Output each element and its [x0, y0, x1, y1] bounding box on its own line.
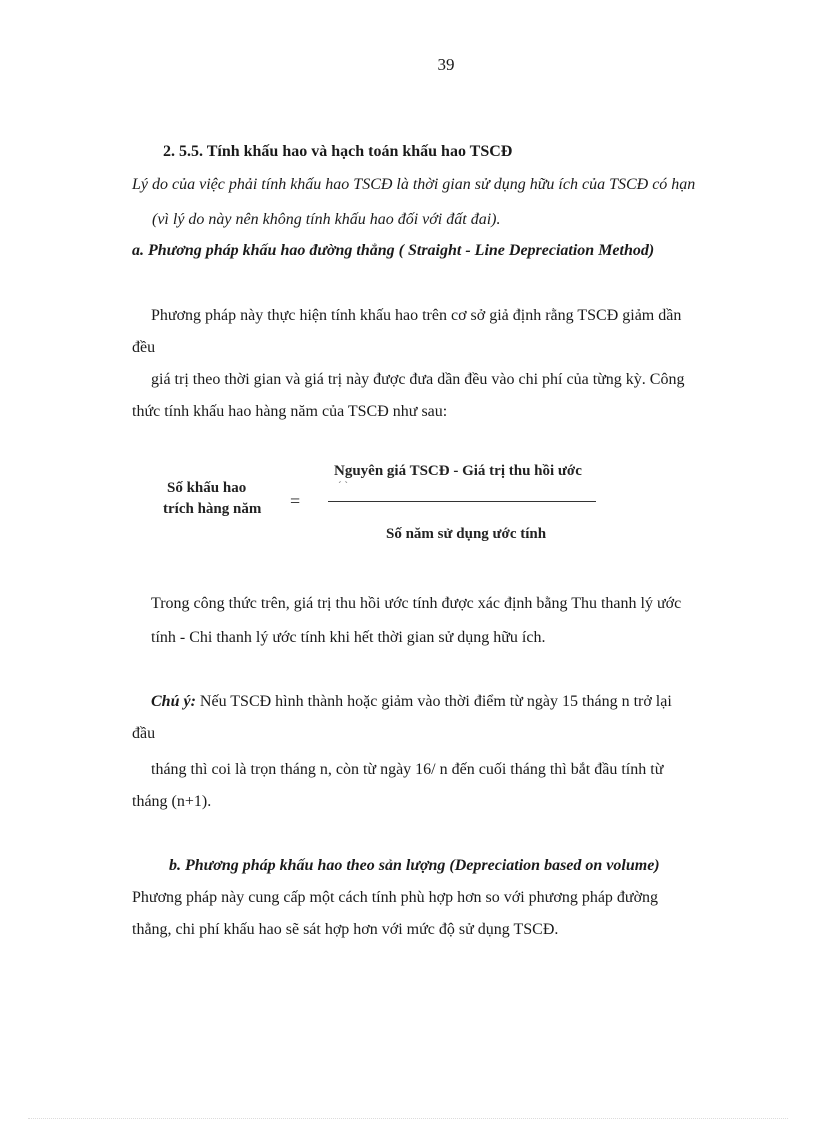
paragraph-1-line-1: Phương pháp này thực hiện tính khấu hao trên cơ sở giả định rằng TSCĐ giảm dần [151, 307, 682, 324]
note-label: Chú ý: [151, 693, 196, 710]
reason-line-1: Lý do của việc phải tính khấu hao TSCĐ là thời gian sử dụng hữu ích của TSCĐ có hạn [132, 176, 696, 193]
formula-equals-sign: = [290, 491, 301, 511]
subsection-a-heading: a. Phương pháp khấu hao đường thẳng ( Straight - Line Depreciation Method) [132, 242, 655, 259]
page-number: 39 [437, 55, 455, 74]
depreciation-formula [150, 450, 605, 555]
paragraph-1-line-2: đều [132, 339, 156, 356]
formula-fraction-bar [328, 501, 596, 502]
note-line-3: tháng thì coi là trọn tháng n, còn từ ngày 16/ n đến cuối tháng thì bắt đầu tính từ [151, 761, 664, 778]
note-line-2: đầu [132, 725, 156, 742]
subsection-b-heading: b. Phương pháp khấu hao theo sản lượng (Depreciation based on volume) [169, 857, 660, 874]
formula-left-line-2: trích hàng năm [163, 501, 262, 517]
formula-left-line-1: Số khấu hao [167, 480, 247, 496]
paragraph-1-line-3: giá trị theo thời gian và giá trị này được đưa dần đều vào chi phí của từng kỳ. Công [151, 371, 685, 388]
paragraph-1-line-4: thức tính khấu hao hàng năm của TSCĐ như sau: [132, 403, 448, 420]
section-heading: 2. 5.5. Tính khấu hao và hạch toán khấu hao TSCĐ [163, 143, 513, 160]
note-line-1 [151, 693, 672, 711]
formula-denominator: Số năm sử dụng ước tính [386, 526, 547, 542]
formula-numerator: Nguyên giá TSCĐ - Giá trị thu hồi ước [334, 463, 582, 479]
paragraph-4-line-2: thẳng, chi phí khấu hao sẽ sát hợp hơn với mức độ sử dụng TSCĐ. [132, 921, 559, 938]
paragraph-4-line-1: Phương pháp này cung cấp một cách tính phù hợp hơn so với phương pháp đường [132, 889, 659, 906]
reason-line-2: (vì lý do này nên không tính khấu hao đối với đất đai). [152, 211, 501, 228]
formula-stray-mark: ´ ` [338, 480, 349, 492]
note-line-4: tháng (n+1). [132, 793, 212, 810]
paragraph-2-line-2: tính - Chi thanh lý ước tính khi hết thời gian sử dụng hữu ích. [151, 629, 546, 646]
paragraph-2-line-1: Trong công thức trên, giá trị thu hồi ước tính được xác định bằng Thu thanh lý ước [151, 595, 682, 612]
note-line-1-text: Nếu TSCĐ hình thành hoặc giảm vào thời điểm từ ngày 15 tháng n trở lại [195, 693, 672, 710]
page-bottom-border [28, 1118, 788, 1119]
